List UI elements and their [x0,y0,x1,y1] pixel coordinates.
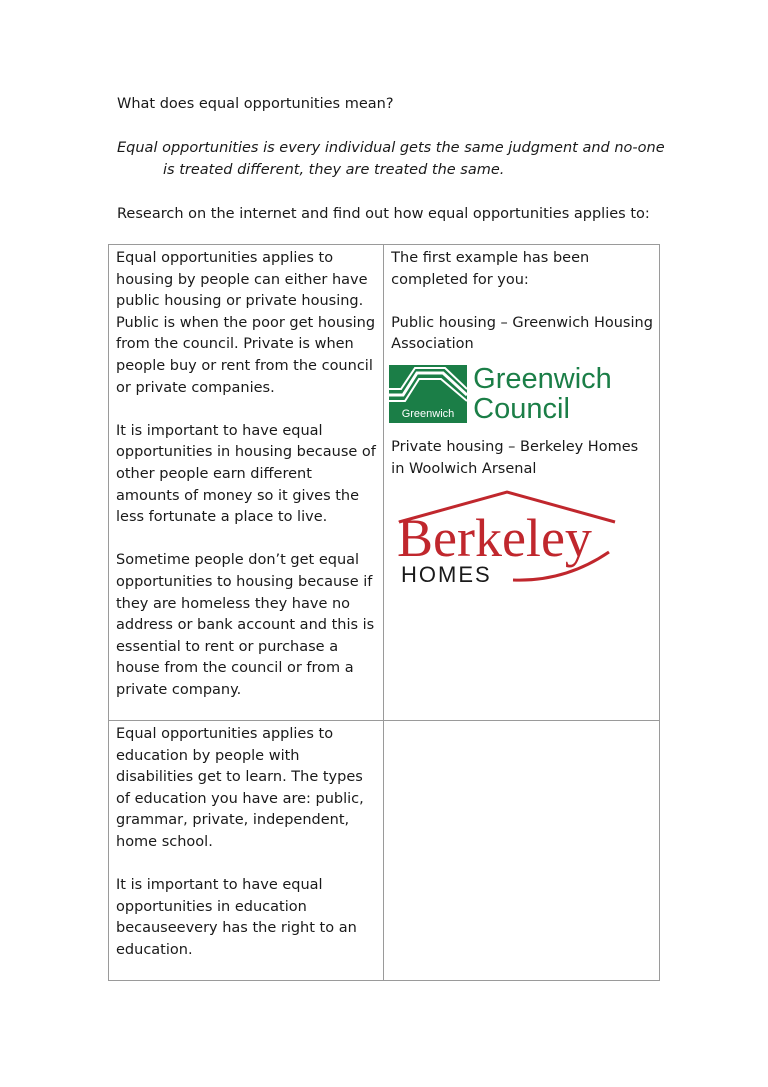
education-example-cell [384,721,660,981]
greenwich-title-line-1: Greenwich [473,362,612,395]
housing-answer-cell [109,245,384,721]
example-intro: The first example has been completed for you: [391,250,590,288]
housing-paragraph-2: It is important to have equal opportunities in housing because of other people earn different amounts of money so it gives the less fortunate a place to live. [116,422,376,526]
greenwich-title-line-2: Council [473,392,570,425]
berkeley-sub: HOMES [401,562,492,588]
answer-line-1: Equal opportunities is every individual gets the same judgment and no-one [117,140,665,156]
housing-paragraph-3: Sometime people don’t get equal opportunities to housing because if they are homeless they have no address or bank account and this is essential to rent or purchase a house from the council or from a private company. [116,552,375,698]
public-housing-label: Public housing – Greenwich Housing Association [391,314,653,353]
answer-line-2: is treated different, they are treated the same. [163,162,505,178]
worksheet-table [108,244,660,981]
table-row-housing [109,245,660,721]
housing-example-cell [384,245,660,721]
education-paragraph-1: Equal opportunities applies to education by people with disabilities get to learn. The types of education you have are: public, grammar, private, independent, home school. [116,726,364,850]
research-prompt: Research on the internet and find out how equal opportunities applies to: [117,206,650,222]
greenwich-council-logo [389,362,653,425]
berkeley-homes-logo [395,490,619,590]
greenwich-title [473,364,612,424]
education-paragraph-2: It is important to have equal opportunities in education becauseevery has the right to an education. [116,877,357,958]
education-answer-cell [109,721,384,981]
housing-paragraph-1: Equal opportunities applies to housing by people can either have public housing or private housing. Public is when the poor get housing from the council. Private is when people buy or rent from the council or private companies. [116,250,376,396]
private-housing-label: Private housing – Berkeley Homes in Woolwich Arsenal [391,438,639,477]
table-row-education [109,721,660,981]
berkeley-name: Berkeley [397,508,593,569]
definition-answer [117,137,677,181]
greenwich-mark-icon [389,365,467,423]
question-heading: What does equal opportunities mean? [117,96,394,112]
greenwich-mark-text: Greenwich [401,407,455,420]
